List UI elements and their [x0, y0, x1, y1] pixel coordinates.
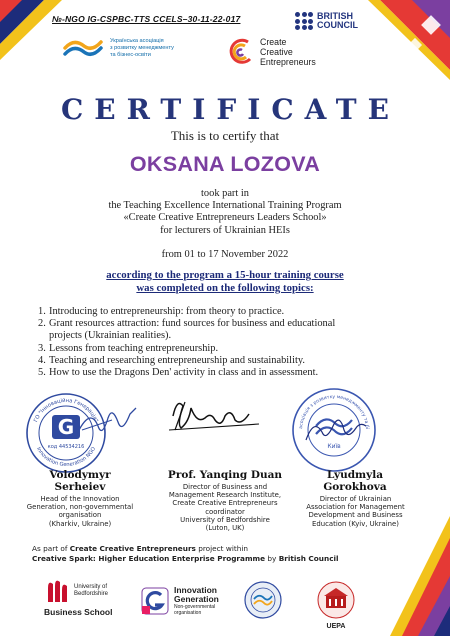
program-description	[0, 188, 450, 237]
bedfordshire-emblem-icon	[44, 578, 70, 604]
british-council-line1: BRITISH	[317, 11, 353, 21]
topic-item: 1. Introducing to entrepreneurship: from theory to practice.	[38, 306, 285, 317]
cce-line2: Creative	[260, 47, 293, 57]
top-left-corner-decoration	[0, 0, 70, 60]
serheiev-signature	[72, 400, 142, 444]
svg-text:Innovation Generation NGO: Innovation Generation NGO	[34, 446, 98, 469]
program-line1: took part in	[201, 188, 249, 199]
signatory-name: Lyudmyla Gorokhova	[323, 469, 387, 493]
program-line4: for lecturers of Ukrainian HEIs	[160, 224, 290, 236]
topics-list	[38, 306, 433, 379]
program-line3: «Create Creative Entrepreneurs Leaders School»	[123, 212, 327, 224]
signatory-role: Director of Ukrainian Association for Management Development and Business Education (Kyiv, Ukraine)	[306, 495, 405, 528]
topic-item: 2. Grant resources attraction: fund sources for business and educational projects (Ukrainian realities).	[38, 318, 336, 342]
program-dates: from 01 to 17 November 2022	[161, 249, 289, 260]
signatory-name: Volodymyr Serheiev	[49, 469, 111, 493]
course-statement-line1: according to the program a 15-hour training course	[106, 269, 344, 281]
svg-text:Українська асоціація з розвитк: асоціація з розвитку менеджменту та бі	[299, 394, 369, 430]
course-statement-line2: was completed on the following topics:	[136, 281, 314, 294]
bottom-right-corner-decoration	[390, 516, 450, 636]
british-council-line2: COUNCIL	[317, 20, 358, 30]
topic-item: 4. Teaching and researching entrepreneurship and sustainability.	[38, 354, 305, 366]
footer-statement: As part of Create Creative Entrepreneurs project within Creative Spark: Higher Education Enterprise Programme by British Council	[32, 544, 339, 563]
innovation-generation-logo: Innovation Generation Non-governmental organisation	[140, 586, 219, 616]
ua-association-line2: з розвитку менеджменту	[110, 44, 174, 51]
topic-item: 3. Lessons from teaching entrepreneurship.	[38, 342, 219, 354]
certify-line: This is to certify that	[170, 128, 280, 143]
cce-logo	[226, 37, 316, 67]
uepa-emblem-icon	[316, 580, 356, 622]
cce-line1: Create	[260, 37, 287, 47]
topic-item: 5. How to use the Dragons Den' activity in class and in assessment.	[38, 367, 319, 379]
ua-association-logo	[62, 36, 205, 60]
british-council-dots-icon	[295, 12, 313, 30]
svg-text:ГО "Інноваційна Генерація": ГО "Інноваційна Генерація"	[33, 397, 99, 424]
registration-number: №-NGO IG-CSPBC-TTS CCELS–30-11-22-017	[52, 14, 241, 24]
gorokhova-signature	[300, 410, 370, 450]
signatory-role: Head of the Innovation Generation, non-governmental organisation (Kharkiv, Ukraine)	[26, 495, 134, 528]
cce-emblem-icon	[226, 37, 256, 67]
uepa-logo: UEPA	[316, 580, 356, 630]
recipient-name: OKSANA LOZOVA	[129, 152, 321, 176]
ua-association-line3: та бізнес-освіти	[110, 51, 151, 58]
ua-association-line1: Українська асоціація	[110, 37, 164, 44]
innovation-generation-emblem-icon	[140, 586, 170, 616]
ua-association-round-seal-icon	[243, 580, 283, 620]
british-council-logo	[295, 12, 358, 30]
signatory-role: Director of Business and Management Research Institute, Create Creative Entrepreneurs coordinator University of Bedfordshire (Luton, UK)	[168, 483, 282, 533]
svg-text:G: G	[57, 415, 75, 439]
course-statement	[0, 269, 450, 294]
ua-association-emblem-icon	[62, 36, 104, 60]
bedfordshire-logo: University of Bedfordshire Business School	[44, 578, 113, 617]
svg-text:Київ: Київ	[327, 443, 341, 450]
svg-text:код 44534216: код 44534216	[47, 444, 85, 450]
duan-signature	[163, 394, 273, 436]
certificate-title: CERTIFICATE	[61, 93, 400, 126]
signatory-name: Prof. Yanqing Duan	[167, 469, 283, 481]
program-line2: the Teaching Excellence International Training Program	[108, 200, 342, 212]
top-right-corner-decoration	[350, 0, 450, 80]
cce-line3: Entrepreneurs	[260, 57, 316, 67]
